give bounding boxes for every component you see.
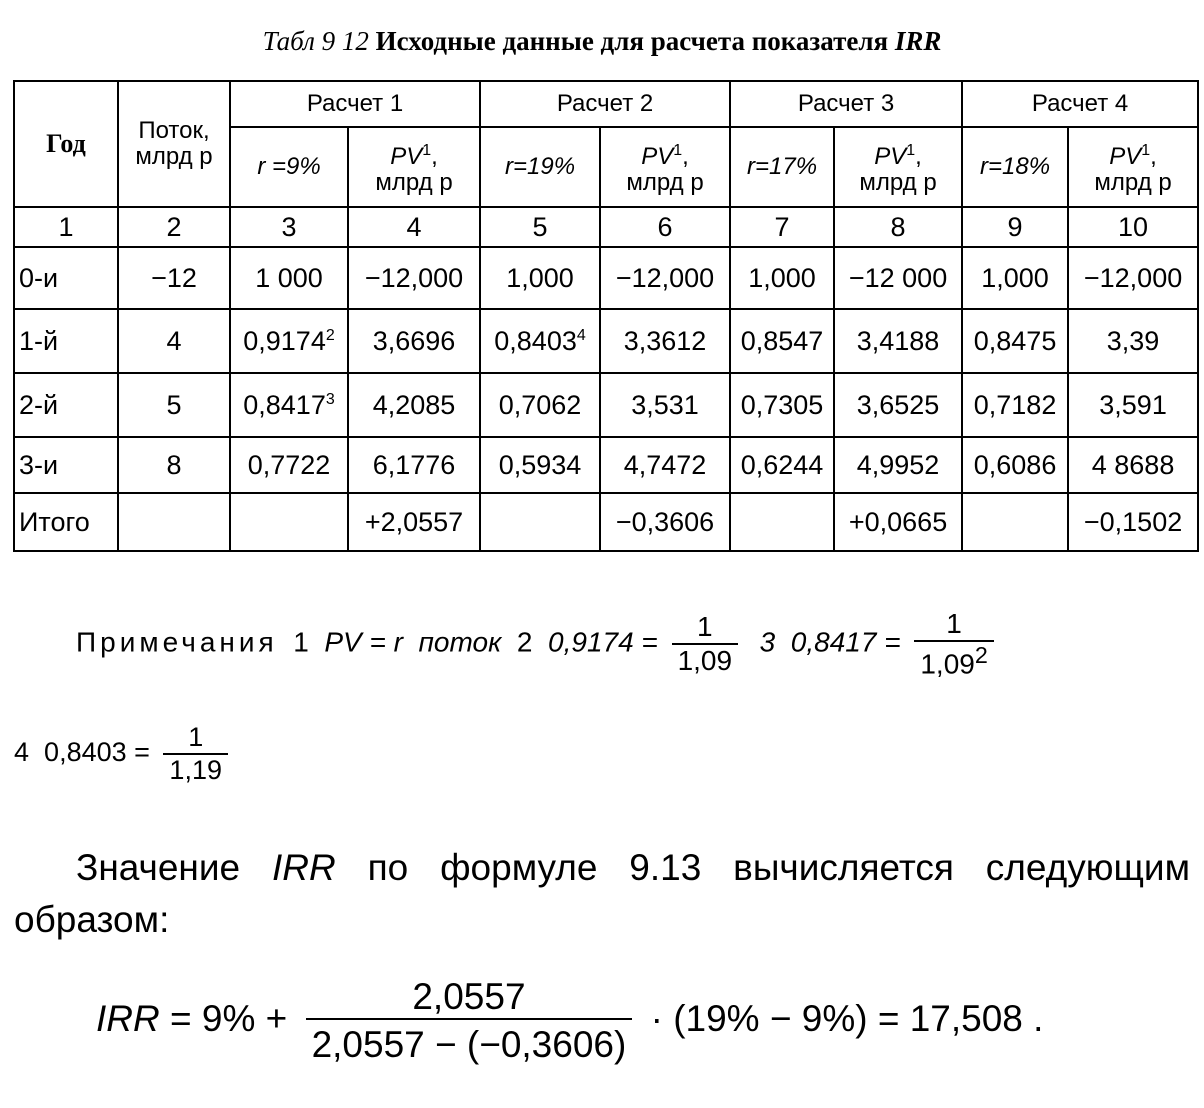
note-4-lhs: 0,8403 = bbox=[44, 737, 150, 768]
header-year: Год bbox=[14, 81, 118, 207]
header-flow bbox=[118, 81, 230, 207]
header-calc-4: Расчет 4 bbox=[962, 81, 1198, 127]
cell-value: −12,000 bbox=[600, 247, 730, 309]
irr-data-table bbox=[13, 80, 1199, 552]
cell-value: 0,7305 bbox=[730, 373, 834, 437]
header-flow-line1: Поток, bbox=[138, 117, 210, 144]
cell-flow: 4 bbox=[118, 309, 230, 373]
cell-flow: −12 bbox=[118, 247, 230, 309]
note-2-fraction: $\frac{1}{1,09}$ bbox=[672, 611, 739, 677]
column-number: 9 bbox=[962, 207, 1068, 247]
header-pv-1: $PV^1$, млрд р bbox=[348, 127, 480, 207]
header-rate-1: r =9% bbox=[230, 127, 348, 207]
table-row bbox=[14, 247, 1198, 309]
cell-year: 1-й bbox=[14, 309, 118, 373]
formula-numerator: 2,0557 bbox=[412, 976, 526, 1017]
column-number: 2 bbox=[118, 207, 230, 247]
cell-value: 4 8688 bbox=[1068, 437, 1198, 493]
cell-value: 0,7722 bbox=[230, 437, 348, 493]
note-1-tail: поток bbox=[418, 626, 502, 658]
column-number-row bbox=[14, 207, 1198, 247]
column-number: 10 bbox=[1068, 207, 1198, 247]
cell-value: 1 000 bbox=[230, 247, 348, 309]
formula-eq-start: = 9% + bbox=[170, 997, 288, 1039]
column-number: 8 bbox=[834, 207, 962, 247]
cell-value: −12,000 bbox=[348, 247, 480, 309]
cell-value: 6,1776 bbox=[348, 437, 480, 493]
cell-value: 3,3612 bbox=[600, 309, 730, 373]
irr-formula bbox=[96, 976, 1043, 1066]
cell-value: −12 000 bbox=[834, 247, 962, 309]
cell-value: 0,7182 bbox=[962, 373, 1068, 437]
note-4 bbox=[14, 722, 234, 786]
cell-value: 0,7062 bbox=[480, 373, 600, 437]
cell-year: 2-й bbox=[14, 373, 118, 437]
cell-flow: 5 bbox=[118, 373, 230, 437]
note-2-number: 2 bbox=[516, 626, 533, 658]
total-value: −0,1502 bbox=[1068, 493, 1198, 551]
table-row bbox=[14, 437, 1198, 493]
para-abbr: IRR bbox=[271, 847, 336, 888]
cell-value: 0,6244 bbox=[730, 437, 834, 493]
cell-flow: 8 bbox=[118, 437, 230, 493]
cell-value: 3,531 bbox=[600, 373, 730, 437]
total-value: −0,3606 bbox=[600, 493, 730, 551]
footnote-mark: 3 bbox=[325, 390, 335, 408]
header-rate-2: r=19% bbox=[480, 127, 600, 207]
caption-prefix: Табл 9 12 bbox=[262, 26, 369, 56]
header-calc-2: Расчет 2 bbox=[480, 81, 730, 127]
cell-value: 3,4188 bbox=[834, 309, 962, 373]
cell-value: 0,5934 bbox=[480, 437, 600, 493]
note-1-number: 1 bbox=[293, 626, 309, 658]
formula-denominator: 2,0557 − (−0,3606) bbox=[306, 1018, 633, 1066]
cell-value: 3,39 bbox=[1068, 309, 1198, 373]
total-value: +2,0557 bbox=[348, 493, 480, 551]
cell-empty bbox=[480, 493, 600, 551]
total-value: +0,0665 bbox=[834, 493, 962, 551]
cell-value: −12,000 bbox=[1068, 247, 1198, 309]
header-rate-4: r=18% bbox=[962, 127, 1068, 207]
para-before: Значение bbox=[76, 847, 241, 888]
cell-value: 1,000 bbox=[480, 247, 600, 309]
footnote-mark: 2 bbox=[325, 326, 335, 344]
header-flow-line2: млрд р bbox=[135, 143, 213, 170]
header-calc-1: Расчет 1 bbox=[230, 81, 480, 127]
note-2-lhs: 0,9174 = bbox=[548, 626, 658, 658]
formula-rest: · (19% − 9%) = 17,508 . bbox=[650, 997, 1044, 1039]
body-paragraph bbox=[14, 842, 1190, 946]
formula-fraction bbox=[306, 976, 633, 1066]
total-label: Итого bbox=[14, 493, 118, 551]
note-3-lhs: 0,8417 = bbox=[790, 626, 901, 658]
column-number: 4 bbox=[348, 207, 480, 247]
note-4-number: 4 bbox=[14, 737, 30, 768]
cell-empty bbox=[230, 493, 348, 551]
header-pv-4: $PV^1$, млрд р bbox=[1068, 127, 1198, 207]
cell-value: 3,6525 bbox=[834, 373, 962, 437]
table-row bbox=[14, 373, 1198, 437]
note-4-fraction: $\frac{1}{1,19}$ bbox=[163, 722, 228, 786]
cell-value: 0,9174$^2$ bbox=[230, 309, 348, 373]
header-rate-3: r=17% bbox=[730, 127, 834, 207]
formula-lhs: IRR bbox=[96, 997, 160, 1039]
cell-value: 4,2085 bbox=[348, 373, 480, 437]
cell-value: 0,8475 bbox=[962, 309, 1068, 373]
header-pv-2: $PV^1$, млрд р bbox=[600, 127, 730, 207]
para-after: по формуле 9.13 вычисляется следующим образом: bbox=[14, 847, 1191, 940]
cell-value: 0,8417$^3$ bbox=[230, 373, 348, 437]
cell-value: 3,591 bbox=[1068, 373, 1198, 437]
cell-year: 0-и bbox=[14, 247, 118, 309]
column-number: 1 bbox=[14, 207, 118, 247]
column-number: 6 bbox=[600, 207, 730, 247]
caption-abbr: IRR bbox=[894, 26, 942, 56]
cell-value: 3,6696 bbox=[348, 309, 480, 373]
cell-empty bbox=[730, 493, 834, 551]
column-number: 3 bbox=[230, 207, 348, 247]
note-1-formula: PV = r bbox=[324, 626, 403, 658]
table-notes bbox=[76, 608, 1000, 680]
cell-value: 0,8547 bbox=[730, 309, 834, 373]
column-number: 7 bbox=[730, 207, 834, 247]
table-caption bbox=[0, 26, 1204, 57]
cell-empty bbox=[962, 493, 1068, 551]
cell-value: 0,8403$^4$ bbox=[480, 309, 600, 373]
cell-value: 4,7472 bbox=[600, 437, 730, 493]
cell-year: 3-и bbox=[14, 437, 118, 493]
cell-value: 1,000 bbox=[730, 247, 834, 309]
footnote-mark: 4 bbox=[576, 326, 586, 344]
cell-value: 4,9952 bbox=[834, 437, 962, 493]
header-calc-3: Расчет 3 bbox=[730, 81, 962, 127]
column-number: 5 bbox=[480, 207, 600, 247]
notes-word: Примечания bbox=[76, 626, 278, 658]
table-row bbox=[14, 309, 1198, 373]
cell-value: 1,000 bbox=[962, 247, 1068, 309]
note-3-fraction: $\frac{1}{1,09^2}$ bbox=[914, 608, 993, 680]
total-row bbox=[14, 493, 1198, 551]
note-3-number: 3 bbox=[759, 626, 776, 658]
cell-value: 0,6086 bbox=[962, 437, 1068, 493]
cell-empty bbox=[118, 493, 230, 551]
caption-title: Исходные данные для расчета показателя bbox=[375, 26, 889, 56]
header-pv-3: $PV^1$, млрд р bbox=[834, 127, 962, 207]
